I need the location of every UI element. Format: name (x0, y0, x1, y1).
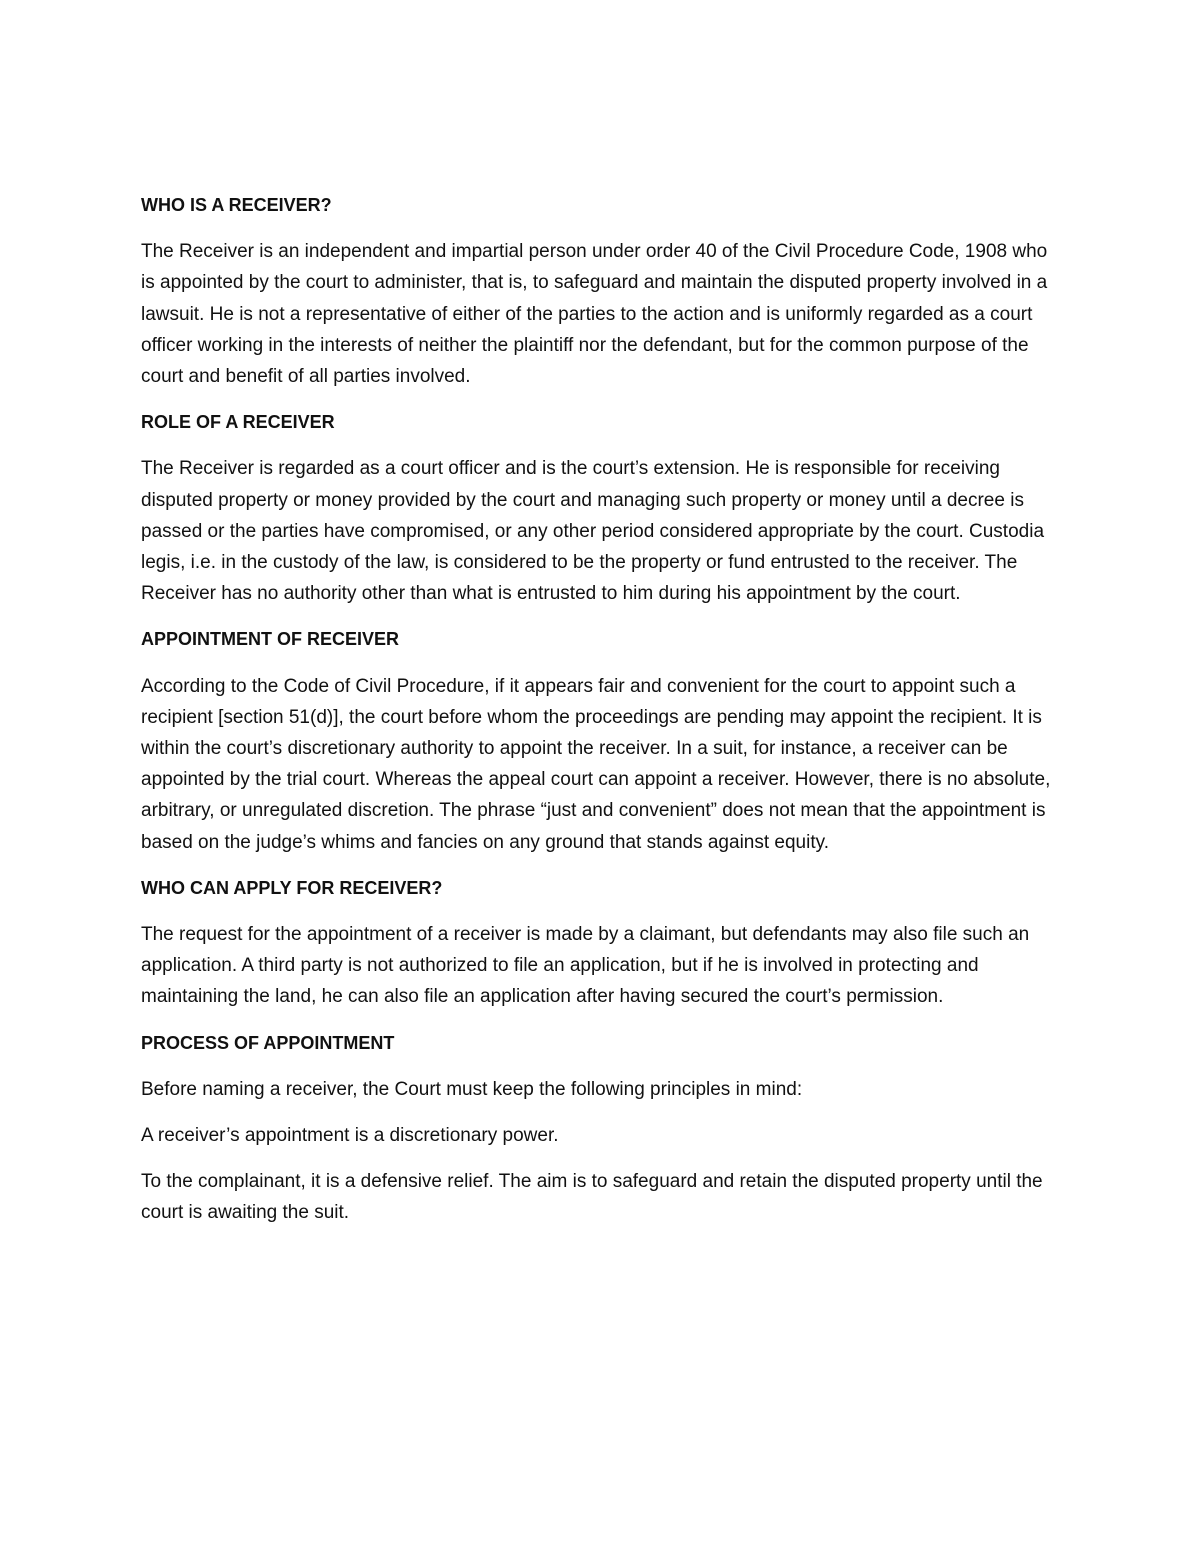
section-paragraph: A receiver’s appointment is a discretionary power. (141, 1125, 559, 1147)
section-paragraph: The Receiver is regarded as a court officer and is the court’s extension. He is responsible for receiving disputed property or money provided by the court and managing such property or money until a decree is passed or the parties have compromised, or any other period considered appropriate by the court. Custodia legis, i.e. in the custody of the law, is considered to be the property or fund entrusted to the receiver. The Receiver has no authority other than what is entrusted to him during his appointment by the court. (141, 458, 1045, 605)
section-paragraph: Before naming a receiver, the Court must keep the following principles in mind: (141, 1078, 803, 1100)
section-paragraph: The request for the appointment of a receiver is made by a claimant, but defendants may also file such an application. A third party is not authorized to file an application, but if he is involved in protecting and maintaining the land, he can also file an application after having secured the court’s permission. (141, 924, 1030, 1008)
section-paragraph: According to the Code of Civil Procedure, if it appears fair and convenient for the court to appoint such a recipient [section 51(d)], the court before whom the proceedings are pending may appoint the recipient. It is within the court’s discretionary authority to appoint the receiver. In a suit, for instance, a receiver can be appointed by the trial court. Whereas the appeal court can appoint a receiver. However, there is no absolute, arbitrary, or unregulated discretion. The phrase “just and convenient” does not mean that the appointment is based on the judge’s whims and fancies on any ground that stands against equity. (141, 675, 1051, 853)
section-heading: APPOINTMENT OF RECEIVER (141, 629, 400, 650)
section-paragraph: To the complainant, it is a defensive relief. The aim is to safeguard and retain the disputed property until the court is awaiting the suit. (141, 1171, 1043, 1224)
section-heading: WHO IS A RECEIVER? (141, 195, 332, 215)
section-heading: ROLE OF A RECEIVER (141, 412, 335, 433)
section-paragraph: The Receiver is an independent and impartial person under order 40 of the Civil Procedure Code, 1908 who is appointed by the court to administer, that is, to safeguard and maintain the disputed property involved in a lawsuit. He is not a representative of either of the parties to the action and is uniformly regarded as a court officer working in the interests of neither the plaintiff nor the defendant, but for the common purpose of the court and benefit of all parties involved. (141, 241, 1048, 388)
document-page (141, 190, 1061, 1244)
section-heading: PROCESS OF APPOINTMENT (141, 1032, 395, 1053)
section-heading: WHO CAN APPLY FOR RECEIVER? (141, 877, 443, 898)
